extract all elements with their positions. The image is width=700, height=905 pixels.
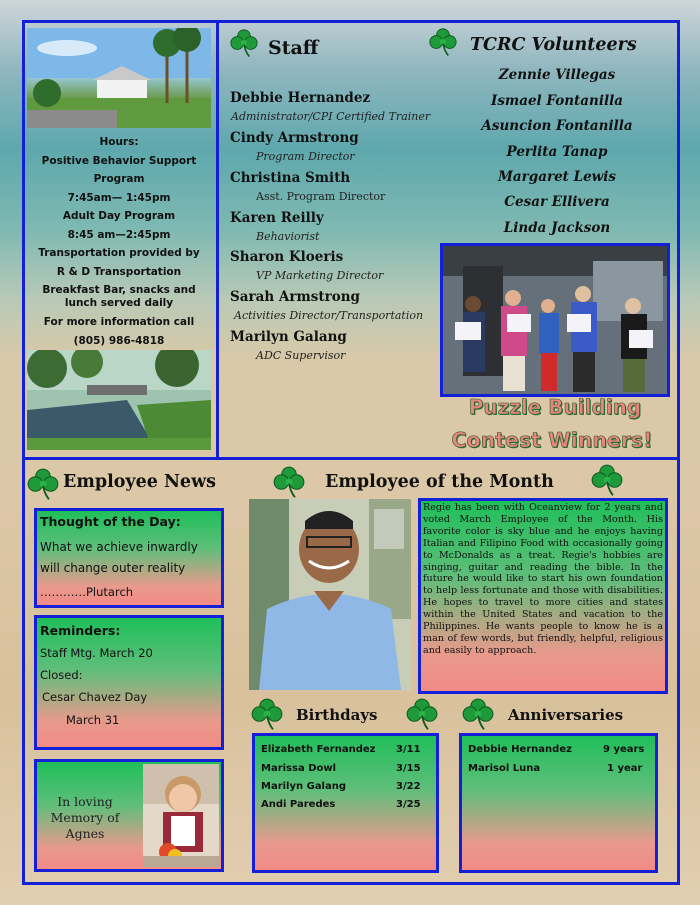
- clover-icon: [26, 467, 60, 501]
- volunteer-name: Perlita Tanap: [506, 144, 608, 160]
- phone-number: (805) 986-4818: [73, 334, 165, 347]
- staff-name: Sarah Armstrong: [230, 289, 360, 305]
- volunteers-title: TCRC Volunteers: [470, 35, 637, 55]
- volunteer-name: Asuncion Fontanilla: [481, 118, 633, 134]
- staff-name: Karen Reilly: [230, 210, 324, 226]
- transport-company: R & D Transportation: [56, 265, 182, 278]
- staff-name: Christina Smith: [230, 170, 351, 186]
- employee-news-title: Employee News: [63, 472, 216, 492]
- volunteer-name: Linda Jackson: [503, 220, 611, 236]
- staff-role: Behaviorist: [256, 230, 320, 243]
- birthdays-title: Birthdays: [296, 706, 378, 724]
- meals-info: Breakfast Bar, snacks and lunch served daily: [42, 284, 196, 309]
- agnes-photo: [143, 764, 219, 867]
- anniversary-years: 1 year: [607, 763, 643, 774]
- clover-icon: [250, 697, 284, 731]
- volunteer-name: Margaret Lewis: [497, 169, 617, 185]
- volunteer-name: Cesar Ellivera: [504, 194, 610, 210]
- closed-date: March 31: [66, 713, 120, 727]
- anniversary-name: Debbie Hernandez: [468, 744, 572, 755]
- closed-day: Cesar Chavez Day: [42, 690, 148, 704]
- staff-role: Activities Director/Transportation: [234, 309, 424, 322]
- birthday-date: 3/25: [396, 799, 421, 810]
- park-photo: [27, 350, 211, 450]
- birthday-date: 3/22: [396, 781, 421, 792]
- birthday-name: Marissa Dowl: [261, 763, 337, 774]
- staff-name: Cindy Armstrong: [230, 130, 359, 146]
- puzzle-winners-photo: [440, 243, 670, 397]
- info-label: For more information call: [43, 316, 195, 328]
- employee-photo: [249, 499, 411, 690]
- hours-label: Hours:: [99, 136, 139, 148]
- eom-text: Regie has been with Oceanview for 2 years and voted March Employee of the Month. His favorite color is sky blue and he enjoys having Italian and Filipino Food with occasionally going to McDonalds as a treat. Regie's hobbies are singing, guitar and reading the bible. In the future he would like to start his own foundation to help less fortunate and those with disabilities. He hopes to travel to more cities and states within the United States and vacation to the Philippines. He wants people to know he is a man of few words, but friendly, helpful, religious and easily to approach.: [423, 502, 663, 656]
- adp-time: 8:45 am—2:45pm: [67, 228, 171, 241]
- memory-text: In loving Memory of Agnes: [50, 794, 120, 841]
- volunteer-name: Zennie Villegas: [498, 67, 616, 83]
- birthday-name: Elizabeth Fernandez: [261, 744, 376, 755]
- staff-name: Debbie Hernandez: [230, 90, 371, 106]
- puzzle-caption-line1: Puzzle Building: [468, 395, 642, 419]
- adp-program: Adult Day Program: [62, 210, 176, 222]
- clover-icon: [428, 27, 458, 57]
- birthday-name: Andi Paredes: [261, 799, 336, 810]
- closed-label: Closed:: [40, 668, 83, 682]
- staff-role: Program Director: [256, 150, 355, 163]
- clover-icon: [272, 465, 306, 499]
- birthday-date: 3/11: [396, 744, 421, 755]
- anniversary-name: Marisol Luna: [468, 763, 541, 774]
- anniversary-years: 9 years: [603, 744, 645, 755]
- volunteer-name: Ismael Fontanilla: [491, 93, 623, 109]
- reminder-item: Staff Mtg. March 20: [40, 646, 153, 660]
- pbs-program: Positive Behavior Support Program: [41, 154, 197, 185]
- thought-author: …………Plutarch: [40, 585, 134, 599]
- clover-icon: [405, 697, 439, 731]
- clover-icon: [229, 28, 259, 58]
- eom-title: Employee of the Month: [325, 472, 554, 492]
- staff-title: Staff: [268, 37, 319, 59]
- staff-role: VP Marketing Director: [256, 269, 384, 282]
- staff-name: Sharon Kloeris: [230, 249, 344, 265]
- birthday-name: Marilyn Galang: [261, 781, 347, 792]
- staff-name: Marilyn Galang: [230, 329, 347, 345]
- staff-role: Administrator/CPI Certified Trainer: [231, 110, 431, 123]
- anniversaries-title: Anniversaries: [508, 706, 624, 724]
- pbs-time: 7:45am— 1:45pm: [67, 191, 171, 204]
- birthday-date: 3/15: [396, 763, 421, 774]
- thought-title: Thought of the Day:: [40, 514, 181, 529]
- clover-icon: [461, 697, 495, 731]
- thought-text: What we achieve inwardly will change outer reality: [40, 540, 198, 575]
- reminders-title: Reminders:: [40, 623, 121, 638]
- puzzle-caption-line2: Contest Winners!: [451, 428, 653, 452]
- hours-info: [27, 133, 211, 350]
- building-photo: [27, 28, 211, 128]
- transport-label: Transportation provided by: [38, 247, 200, 259]
- staff-role: ADC Supervisor: [256, 349, 346, 362]
- clover-icon: [590, 463, 624, 497]
- staff-role: Asst. Program Director: [256, 190, 386, 203]
